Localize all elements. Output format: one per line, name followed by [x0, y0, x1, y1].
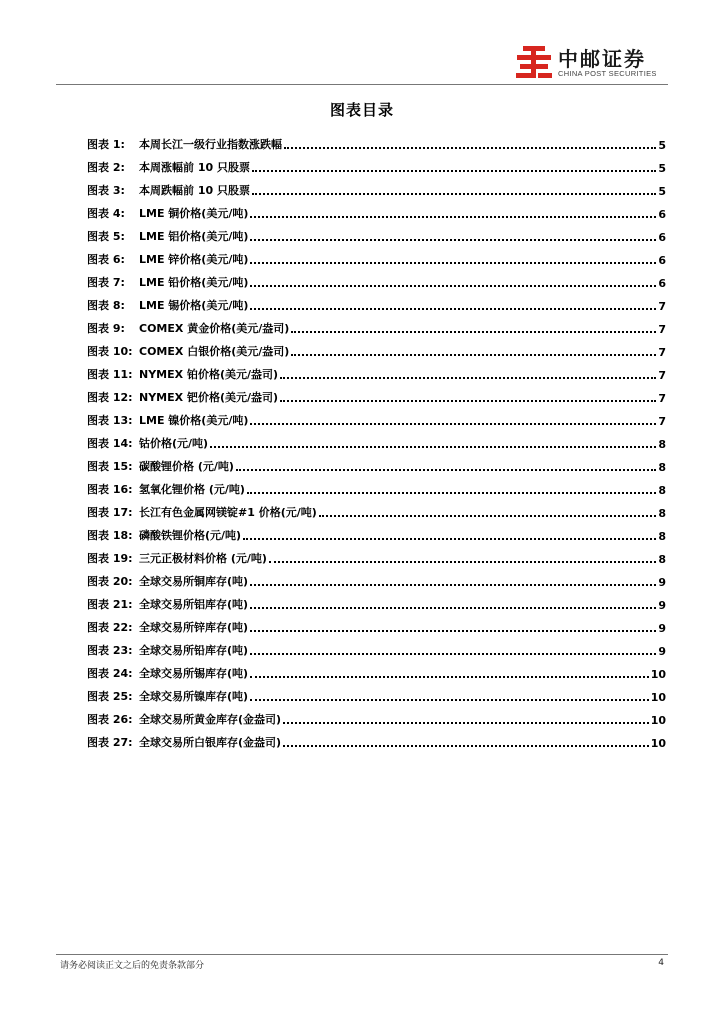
- toc-entry-page: 9: [658, 599, 666, 612]
- toc-entry-title: 全球交易所铝库存(吨): [139, 598, 249, 611]
- toc-entry[interactable]: [87, 451, 666, 474]
- toc-entry-label: 图表 8:: [87, 299, 125, 312]
- toc-entry-page: 5: [658, 185, 666, 198]
- toc-entry-label: 图表 7:: [87, 276, 125, 289]
- toc-entry-label: 图表 19:: [87, 552, 133, 565]
- company-logo: [514, 42, 674, 82]
- toc-dot-leader: [250, 653, 656, 655]
- toc-entry-label: 图表 10:: [87, 345, 133, 358]
- toc-entry-title: LME 锌价格(美元/吨): [139, 253, 249, 266]
- toc-dot-leader: [319, 515, 656, 517]
- toc-entry-title: 全球交易所锡库存(吨): [139, 667, 249, 680]
- toc-entry-page: 10: [650, 737, 666, 750]
- toc-dot-leader: [291, 354, 656, 356]
- toc-entry-title: NYMEX 钯价格(美元/盎司): [139, 391, 279, 404]
- toc-entry[interactable]: [87, 681, 666, 704]
- toc-dot-leader: [291, 331, 656, 333]
- toc-entry-page: 8: [658, 507, 666, 520]
- toc-entry-label: 图表 2:: [87, 161, 125, 174]
- toc-entry-page: 9: [658, 645, 666, 658]
- toc-entry-label: 图表 18:: [87, 529, 133, 542]
- toc-dot-leader: [250, 262, 656, 264]
- toc-entry-page: 6: [658, 231, 666, 244]
- toc-entry-title: 全球交易所铅库存(吨): [139, 644, 249, 657]
- toc-entry-label: 图表 21:: [87, 598, 133, 611]
- toc-entry-label: 图表 9:: [87, 322, 125, 335]
- toc-entry-title: 全球交易所镍库存(吨): [139, 690, 249, 703]
- toc-dot-leader: [250, 423, 656, 425]
- toc-dot-leader: [250, 630, 656, 632]
- toc-entry-label: 图表 12:: [87, 391, 133, 404]
- toc-entry-label: 图表 11:: [87, 368, 133, 381]
- toc-dot-leader: [283, 745, 649, 747]
- toc-entry-page: 8: [658, 530, 666, 543]
- toc-dot-leader: [283, 722, 649, 724]
- toc-dot-leader: [250, 308, 656, 310]
- toc-entry-page: 8: [658, 553, 666, 566]
- header-divider: [56, 84, 668, 85]
- toc-entry-page: 8: [658, 461, 666, 474]
- toc-entry-label: 图表 26:: [87, 713, 133, 726]
- toc-entry-page: 10: [650, 668, 666, 681]
- toc-entry-title: 本周跌幅前 10 只股票: [139, 184, 250, 197]
- logo-text-en: CHINA POST SECURITIES: [558, 69, 657, 78]
- toc-entry-title: 本周长江一级行业指数涨跌幅: [139, 138, 282, 151]
- toc-dot-leader: [247, 492, 656, 494]
- toc-dot-leader: [250, 676, 649, 678]
- toc-entry[interactable]: [87, 727, 666, 750]
- toc-entry-label: 图表 16:: [87, 483, 133, 496]
- toc-dot-leader: [252, 170, 656, 172]
- toc-entry-title: 全球交易所铜库存(吨): [139, 575, 249, 588]
- page-number: 4: [658, 958, 664, 968]
- toc-dot-leader: [210, 446, 656, 448]
- toc-entry-label: 图表 6:: [87, 253, 125, 266]
- toc-entry[interactable]: [87, 198, 666, 221]
- toc-entry-page: 10: [650, 714, 666, 727]
- toc-entry-page: 7: [658, 346, 666, 359]
- toc-entry-page: 7: [658, 323, 666, 336]
- toc-entry-title: LME 锡价格(美元/吨): [139, 299, 249, 312]
- toc-entry-label: 图表 22:: [87, 621, 133, 634]
- toc-entry-page: 10: [650, 691, 666, 704]
- toc-entry-page: 5: [658, 162, 666, 175]
- toc-entry-title: LME 铅价格(美元/吨): [139, 276, 249, 289]
- toc-entry-title: LME 镍价格(美元/吨): [139, 414, 249, 427]
- toc-entry-page: 9: [658, 576, 666, 589]
- toc-entry-label: 图表 25:: [87, 690, 133, 703]
- toc-entry-title: 长江有色金属网镁锭#1 价格(元/吨): [139, 506, 317, 519]
- toc-entry[interactable]: [87, 704, 666, 727]
- china-post-logo-icon: [514, 42, 554, 82]
- toc-dot-leader: [250, 607, 656, 609]
- toc-list: [87, 129, 666, 750]
- toc-entry[interactable]: [87, 221, 666, 244]
- toc-entry-label: 图表 17:: [87, 506, 133, 519]
- toc-entry[interactable]: [87, 566, 666, 589]
- toc-entry[interactable]: [87, 175, 666, 198]
- toc-entry[interactable]: [87, 359, 666, 382]
- toc-entry[interactable]: [87, 290, 666, 313]
- toc-dot-leader: [250, 699, 649, 701]
- toc-entry[interactable]: [87, 497, 666, 520]
- toc-entry[interactable]: [87, 635, 666, 658]
- toc-entry[interactable]: [87, 129, 666, 152]
- toc-entry-label: 图表 27:: [87, 736, 133, 749]
- toc-entry[interactable]: [87, 589, 666, 612]
- toc-entry-page: 6: [658, 208, 666, 221]
- toc-entry-title: 氢氧化锂价格 (元/吨): [139, 483, 245, 496]
- toc-dot-leader: [250, 239, 656, 241]
- toc-entry[interactable]: [87, 382, 666, 405]
- toc-entry-page: 9: [658, 622, 666, 635]
- toc-dot-leader: [250, 584, 656, 586]
- toc-entry-title: 全球交易所白银库存(金盎司): [139, 736, 282, 749]
- toc-dot-leader: [236, 469, 656, 471]
- toc-dot-leader: [243, 538, 656, 540]
- toc-entry-label: 图表 5:: [87, 230, 125, 243]
- toc-dot-leader: [280, 377, 656, 379]
- toc-entry-label: 图表 23:: [87, 644, 133, 657]
- toc-dot-leader: [269, 561, 656, 563]
- toc-dot-leader: [250, 285, 656, 287]
- toc-entry-title: LME 铜价格(美元/吨): [139, 207, 249, 220]
- toc-entry[interactable]: [87, 336, 666, 359]
- toc-entry-title: NYMEX 铂价格(美元/盎司): [139, 368, 279, 381]
- toc-entry-label: 图表 15:: [87, 460, 133, 473]
- toc-dot-leader: [252, 193, 656, 195]
- toc-entry[interactable]: [87, 405, 666, 428]
- toc-title: 图表目录: [329, 101, 394, 119]
- toc-entry-title: LME 铝价格(美元/吨): [139, 230, 249, 243]
- toc-entry-title: 碳酸锂价格 (元/吨): [139, 460, 234, 473]
- toc-entry[interactable]: [87, 313, 666, 336]
- toc-entry-page: 8: [658, 484, 666, 497]
- toc-entry-title: 钴价格(元/吨): [139, 437, 209, 450]
- toc-entry[interactable]: [87, 658, 666, 681]
- toc-entry-label: 图表 3:: [87, 184, 125, 197]
- toc-entry-title: 磷酸铁锂价格(元/吨): [139, 529, 242, 542]
- toc-entry-title: 三元正极材料价格 (元/吨): [139, 552, 267, 565]
- toc-entry-page: 6: [658, 277, 666, 290]
- toc-entry[interactable]: [87, 543, 666, 566]
- toc-entry-label: 图表 1:: [87, 138, 125, 151]
- toc-entry-label: 图表 4:: [87, 207, 125, 220]
- toc-entry-title: COMEX 白银价格(美元/盎司): [139, 345, 290, 358]
- footer-disclaimer: 请务必阅读正文之后的免责条款部分: [60, 961, 205, 971]
- toc-entry-title: 全球交易所黄金库存(金盎司): [139, 713, 282, 726]
- toc-entry-label: 图表 24:: [87, 667, 133, 680]
- toc-entry-label: 图表 14:: [87, 437, 133, 450]
- toc-entry[interactable]: [87, 267, 666, 290]
- toc-entry-page: 7: [658, 415, 666, 428]
- toc-entry[interactable]: [87, 428, 666, 451]
- toc-entry-label: 图表 20:: [87, 575, 133, 588]
- toc-entry-page: 6: [658, 254, 666, 267]
- toc-entry[interactable]: [87, 474, 666, 497]
- toc-entry[interactable]: [87, 152, 666, 175]
- toc-entry-title: COMEX 黄金价格(美元/盎司): [139, 322, 290, 335]
- footer-divider: [56, 954, 668, 955]
- toc-entry-page: 8: [658, 438, 666, 451]
- toc-entry[interactable]: [87, 520, 666, 543]
- toc-dot-leader: [280, 400, 656, 402]
- toc-entry-title: 全球交易所锌库存(吨): [139, 621, 249, 634]
- toc-dot-leader: [250, 216, 656, 218]
- toc-entry[interactable]: [87, 612, 666, 635]
- toc-entry-title: 本周涨幅前 10 只股票: [139, 161, 250, 174]
- toc-entry-label: 图表 13:: [87, 414, 133, 427]
- toc-entry-page: 5: [658, 139, 666, 152]
- toc-entry-page: 7: [658, 392, 666, 405]
- toc-entry-page: 7: [658, 300, 666, 313]
- toc-entry-page: 7: [658, 369, 666, 382]
- logo-text-cn: 中邮证券: [558, 47, 646, 71]
- toc-entry[interactable]: [87, 244, 666, 267]
- toc-dot-leader: [284, 147, 656, 149]
